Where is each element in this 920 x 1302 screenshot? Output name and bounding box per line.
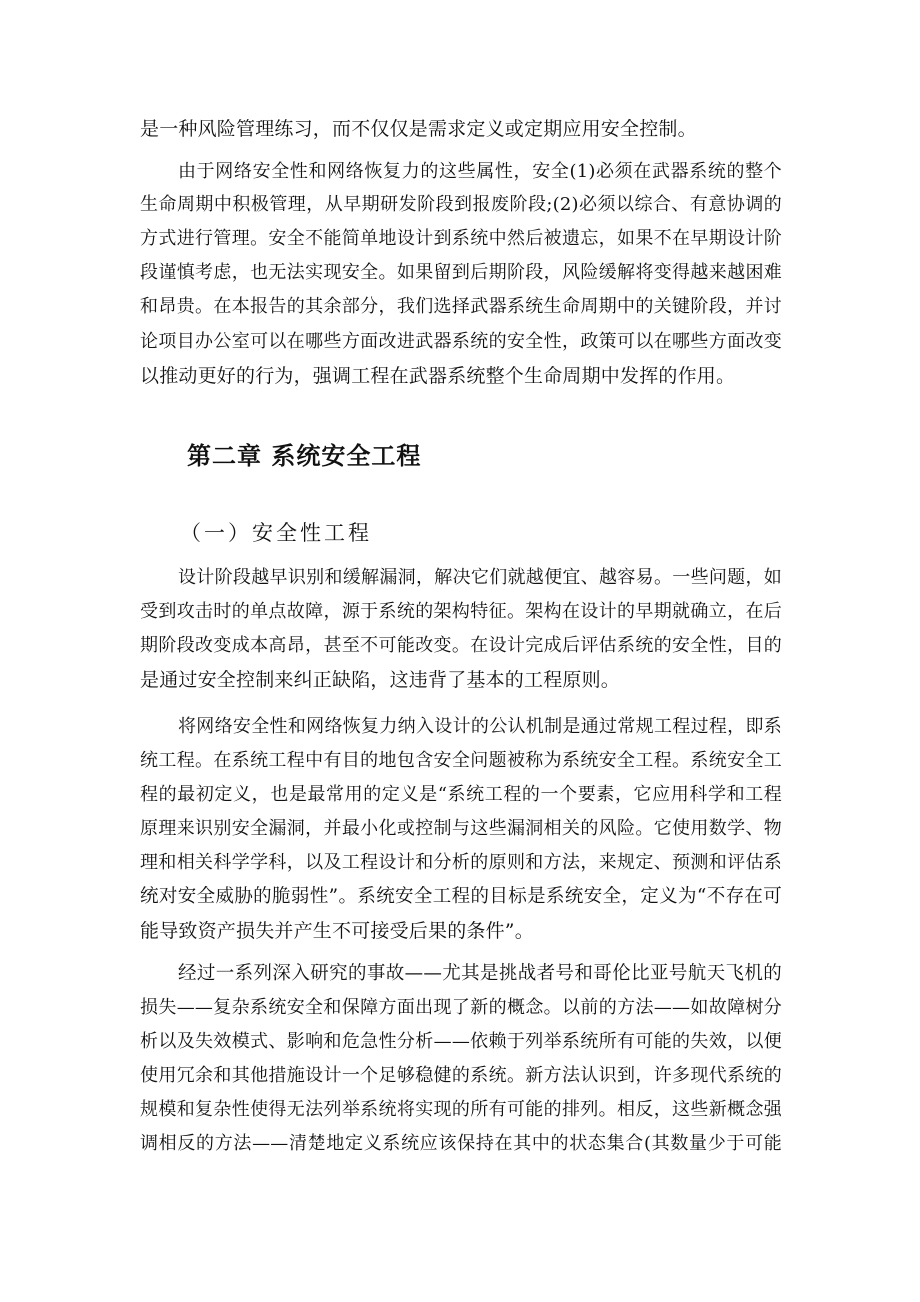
paragraph-line: 和昂贵。在本报告的其余部分，我们选择武器系统生命周期中的关键阶段，并讨	[140, 296, 782, 317]
paragraph-line: 以推动更好的行为，强调工程在武器系统整个生命周期中发挥的作用。	[140, 365, 736, 387]
paragraph-line: 受到攻击时的单点故障，源于系统的架构特征。架构在设计的早期就确立，在后	[140, 601, 782, 622]
paragraph-line: 析以及失效模式、影响和危急性分析——依赖于列举系统所有可能的失效，以便	[140, 1031, 782, 1052]
paragraph-line: 生命周期中积极管理，从早期研发阶段到报废阶段;(2)必须以综合、有意协调的	[140, 194, 782, 215]
paragraph-line: 理和相关科学学科，以及工程设计和分析的原则和方法，来规定、预测和评估系	[140, 852, 782, 873]
paragraph-line: 能导致资产损失并产生不可接受后果的条件”。	[140, 920, 534, 942]
paragraph-line: 期阶段改变成本高昂，甚至不可能改变。在设计完成后评估系统的安全性，目的	[140, 635, 782, 656]
paragraph-line: 由于网络安全性和网络恢复力的这些属性，安全(1)必须在武器系统的整个	[178, 161, 782, 182]
paragraph-line: 段谨慎考虑，也无法实现安全。如果留到后期阶段，风险缓解将变得越来越困难	[140, 262, 782, 283]
paragraph-line: 使用冗余和其他措施设计一个足够稳健的系统。新方法认识到，许多现代系统的	[140, 1065, 782, 1086]
paragraph-line: 将网络安全性和网络恢复力纳入设计的公认机制是通过常规工程过程，即系	[178, 716, 782, 737]
paragraph-line: 方式进行管理。安全不能简单地设计到系统中然后被遗忘，如果不在早期设计阶	[140, 228, 782, 249]
paragraph-line: 损失——复杂系统安全和保障方面出现了新的概念。以前的方法——如故障树分	[140, 997, 782, 1018]
paragraph-line: 经过一系列深入研究的事故——尤其是挑战者号和哥伦比亚号航天飞机的	[178, 963, 782, 984]
chapter-title: 第二章 系统安全工程	[187, 442, 422, 470]
paragraph-line: 原理来识别安全漏洞，并最小化或控制与这些漏洞相关的风险。它使用数学、物	[140, 818, 782, 839]
paragraph-line: 规模和复杂性使得无法列举系统将实现的所有可能的排列。相反，这些新概念强	[140, 1099, 782, 1120]
paragraph-line: 是一种风险管理练习，而不仅仅是需求定义或定期应用安全控制。	[140, 118, 697, 140]
paragraph-line: 统对安全威胁的脆弱性”。系统安全工程的目标是系统安全，定义为“不存在可	[140, 886, 782, 907]
paragraph-line: 统工程。在系统工程中有目的地包含安全问题被称为系统安全工程。系统安全工	[140, 750, 782, 771]
paragraph-line: 是通过安全控制来纠正缺陷，这违背了基本的工程原则。	[140, 669, 621, 691]
paragraph-line: 调相反的方法——清楚地定义系统应该保持在其中的状态集合(其数量少于可能	[140, 1133, 782, 1154]
paragraph-line: 设计阶段越早识别和缓解漏洞，解决它们就越便宜、越容易。一些问题，如	[178, 567, 782, 588]
paragraph-line: 程的最初定义，也是最常用的定义是“系统工程的一个要素，它应用科学和工程	[140, 784, 782, 805]
paragraph-line: 论项目办公室可以在哪些方面改进武器系统的安全性，政策可以在哪些方面改变	[140, 331, 782, 352]
section-title: （一）安全性工程	[180, 521, 372, 545]
